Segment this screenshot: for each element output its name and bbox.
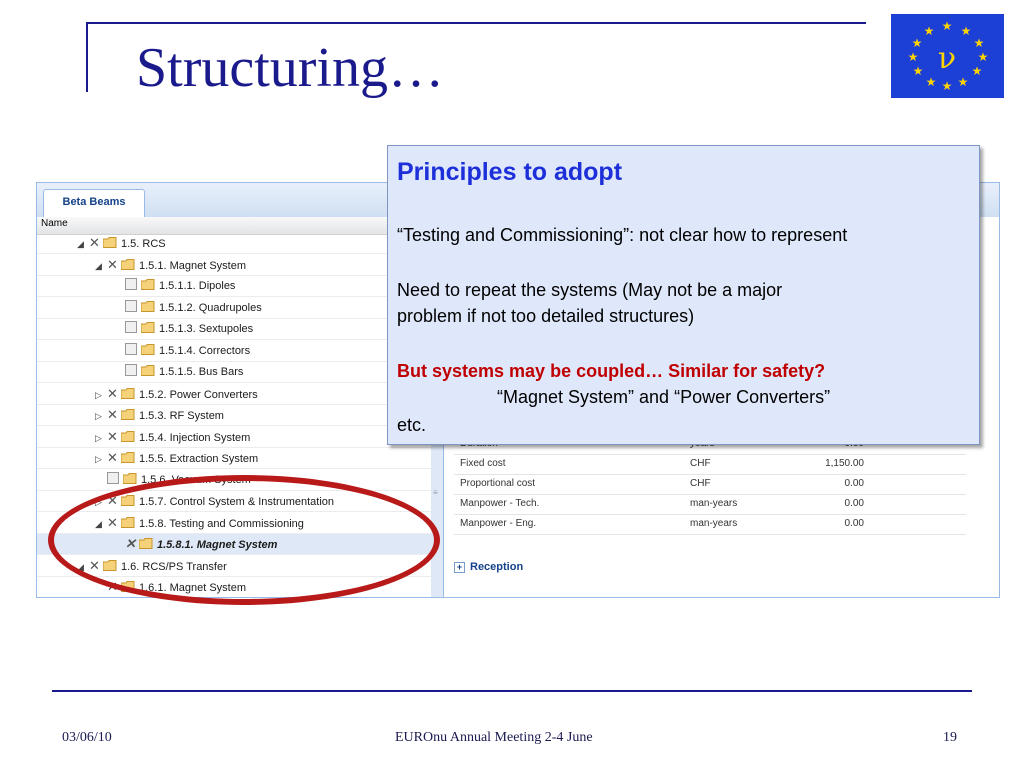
reception-section[interactable] [454, 561, 523, 573]
tree-row[interactable] [37, 255, 431, 276]
svg-text:★: ★ [925, 75, 937, 89]
close-icon[interactable]: ✕ [107, 579, 118, 594]
details-table [454, 435, 966, 535]
splitter-grip-icon: ≡ [433, 488, 438, 497]
title-rule-vertical [86, 22, 88, 92]
column-header-name[interactable]: Name [37, 217, 431, 235]
folder-icon [141, 302, 159, 314]
callout-heading: Principles to adopt [397, 158, 623, 186]
folder-icon [141, 366, 159, 378]
close-icon[interactable]: ✕ [89, 235, 100, 250]
cell-parameter: Manpower - Tech. [460, 498, 540, 509]
close-icon[interactable]: ✕ [107, 428, 118, 444]
checkbox[interactable] [125, 343, 137, 355]
callout-line-testing: “Testing and Commissioning”: not clear how to represent [397, 225, 848, 245]
svg-text:★: ★ [907, 50, 919, 64]
svg-text:★: ★ [941, 19, 953, 33]
close-icon[interactable]: ✕ [125, 536, 136, 551]
folder-icon [121, 432, 139, 444]
collapsed-arrow-icon[interactable]: ▷ [95, 432, 102, 443]
cell-parameter: Proportional cost [460, 478, 536, 489]
tree-row-label: 1.5.5. Extraction System [139, 453, 259, 465]
callout-line-repeat: Need to repeat the systems (May not be a major [397, 280, 783, 300]
reception-label: Reception [470, 561, 524, 573]
eu-stars-logo [891, 14, 1004, 98]
callout-line-coupled: But systems may be coupled… Similar for safety? [397, 361, 826, 381]
tree-row[interactable] [37, 448, 431, 469]
tree-row-label: 1.5.1.1. Dipoles [159, 280, 236, 292]
folder-icon [141, 345, 159, 357]
tree-row[interactable] [37, 233, 431, 254]
tree-row-label: 1.5.7. Control System & Instrumentation [139, 496, 335, 508]
expanded-arrow-icon[interactable]: ◢ [95, 518, 102, 529]
folder-icon [141, 323, 159, 335]
tree-row-label: 1.5.1.3. Sextupoles [159, 323, 254, 335]
checkbox[interactable] [107, 472, 119, 484]
collapsed-arrow-icon[interactable]: ▷ [95, 411, 102, 421]
tree-row-label: 1.6. RCS/PS Transfer [121, 560, 227, 573]
tree-row[interactable] [37, 362, 431, 383]
folder-icon [121, 410, 139, 422]
close-icon[interactable]: ✕ [107, 450, 118, 465]
svg-text:★: ★ [973, 36, 985, 50]
expanded-arrow-icon[interactable]: ◢ [77, 561, 84, 572]
table-row[interactable] [454, 475, 966, 495]
close-icon[interactable]: ✕ [107, 256, 118, 272]
close-icon[interactable]: ✕ [107, 514, 118, 530]
expanded-arrow-icon[interactable]: ◢ [77, 239, 84, 249]
cell-unit: CHF [690, 478, 711, 489]
svg-text:★: ★ [971, 64, 983, 78]
svg-text:★: ★ [941, 79, 953, 93]
tree-row-label: 1.5.2. Power Converters [139, 388, 258, 401]
tab-beta-beams[interactable]: Beta Beams [43, 189, 145, 218]
cell-unit: CHF [690, 458, 711, 469]
tree-row-label: 1.5.6. Vacuum System [141, 473, 251, 486]
logo-letter: ν [937, 41, 957, 76]
tree-row[interactable] [37, 427, 431, 448]
table-row[interactable] [454, 515, 966, 535]
expand-plus-icon[interactable]: + [454, 562, 465, 573]
tree-row[interactable] [37, 298, 431, 319]
tree-row[interactable] [37, 319, 431, 340]
checkbox[interactable] [125, 321, 137, 333]
cell-value: 0.00 [844, 478, 864, 489]
principles-callout [387, 145, 980, 445]
cell-parameter: Manpower - Eng. [460, 518, 537, 529]
collapsed-arrow-icon[interactable]: ▷ [95, 454, 102, 464]
callout-line-etc: etc. [397, 415, 427, 435]
collapsed-arrow-icon[interactable]: ▷ [95, 497, 102, 507]
folder-icon [103, 238, 121, 250]
tree-row-label: 1.5.1. Magnet System [139, 259, 246, 272]
folder-icon [121, 260, 139, 272]
cell-value: 1,150.00 [825, 458, 864, 469]
svg-text:★: ★ [957, 75, 969, 89]
close-icon[interactable]: ✕ [107, 407, 118, 422]
tree-row-label: 1.5.8. Testing and Commissioning [139, 517, 304, 530]
callout-line-repeat-cont: problem if not too detailed structures) [397, 306, 695, 326]
svg-text:★: ★ [911, 36, 923, 50]
folder-icon [141, 280, 159, 292]
cell-unit: man-years [690, 518, 738, 529]
checkbox[interactable] [125, 364, 137, 376]
tree-row-label: 1.5.8.1. Magnet System [157, 539, 278, 551]
tree-row[interactable] [37, 341, 431, 362]
footer-rule [52, 690, 972, 692]
tree-row-label: 1.5.4. Injection System [139, 431, 251, 444]
folder-icon [121, 453, 139, 465]
table-row[interactable] [454, 455, 966, 475]
expanded-arrow-icon[interactable]: ◢ [95, 260, 102, 271]
table-row[interactable] [454, 495, 966, 515]
folder-icon [121, 389, 139, 401]
tree-row[interactable] [37, 384, 431, 405]
folder-icon [123, 474, 141, 486]
svg-text:★: ★ [923, 24, 935, 38]
cell-value: 0.00 [844, 498, 864, 509]
cell-value: 0.00 [844, 518, 864, 529]
footer-page-number: 19 [943, 730, 957, 745]
checkbox[interactable] [125, 300, 137, 312]
tree-row[interactable] [37, 405, 431, 426]
title-rule [86, 22, 866, 24]
tree-row-label: 1.5. RCS [121, 238, 166, 250]
tree-row-label: 1.5.1.4. Correctors [159, 344, 251, 357]
close-icon[interactable]: ✕ [107, 385, 118, 401]
tree-row-label: 1.6.1. Magnet System [139, 582, 246, 594]
cell-parameter: Fixed cost [460, 458, 506, 469]
footer-date: 03/06/10 [62, 730, 112, 745]
tree-row-label: 1.5.1.2. Quadrupoles [159, 301, 262, 314]
collapsed-arrow-icon[interactable]: ▷ [95, 389, 102, 400]
svg-text:★: ★ [977, 50, 989, 64]
cell-unit: man-years [690, 498, 738, 509]
callout-line-examples: “Magnet System” and “Power Converters” [497, 387, 831, 407]
checkbox[interactable] [125, 278, 137, 290]
tree-row[interactable] [37, 276, 431, 297]
svg-text:★: ★ [960, 24, 972, 38]
close-icon[interactable]: ✕ [89, 557, 100, 573]
tree-row-label: 1.5.1.5. Bus Bars [159, 366, 244, 378]
highlight-ellipse [48, 475, 440, 605]
close-icon[interactable]: ✕ [107, 493, 118, 508]
tree-row-label: 1.5.3. RF System [139, 410, 224, 422]
slide-title: Structuring… [136, 37, 444, 99]
svg-text:★: ★ [912, 64, 924, 78]
footer-title: EUROnu Annual Meeting 2-4 June [395, 730, 593, 745]
